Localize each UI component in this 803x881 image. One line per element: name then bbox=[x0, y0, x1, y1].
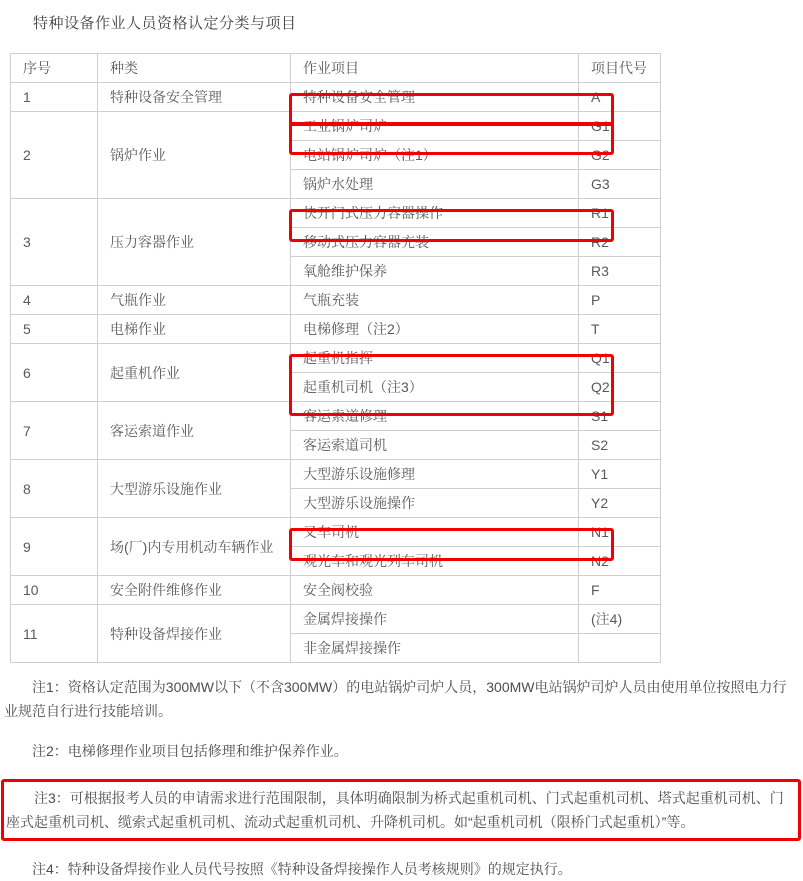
cell-code: G2 bbox=[579, 141, 661, 170]
cell-code: Q1 bbox=[579, 344, 661, 373]
cell-category: 气瓶作业 bbox=[98, 286, 291, 315]
cell-code: Y1 bbox=[579, 460, 661, 489]
cell-serial: 4 bbox=[11, 286, 98, 315]
table-row bbox=[11, 605, 661, 634]
column-header-serial: 序号 bbox=[11, 54, 98, 83]
cell-category: 大型游乐设施作业 bbox=[98, 460, 291, 518]
cell-category: 特种设备安全管理 bbox=[98, 83, 291, 112]
table-row bbox=[11, 199, 661, 228]
page-title: 特种设备作业人员资格认定分类与项目 bbox=[33, 15, 297, 32]
cell-category: 客运索道作业 bbox=[98, 402, 291, 460]
cell-code: T bbox=[579, 315, 661, 344]
table-body bbox=[11, 83, 661, 663]
table-row bbox=[11, 112, 661, 141]
cell-category: 锅炉作业 bbox=[98, 112, 291, 199]
cell-project: 安全阀校验 bbox=[291, 576, 579, 605]
column-header-category: 种类 bbox=[98, 54, 291, 83]
table-row bbox=[11, 344, 661, 373]
cell-project: 客运索道修理 bbox=[291, 402, 579, 431]
cell-code: A bbox=[579, 83, 661, 112]
cell-project: 非金属焊接操作 bbox=[291, 634, 579, 663]
column-header-project: 作业项目 bbox=[291, 54, 579, 83]
cell-project: 叉车司机 bbox=[291, 518, 579, 547]
cell-code: N2 bbox=[579, 547, 661, 576]
table-row bbox=[11, 83, 661, 112]
note-paragraph: 注4：特种设备焊接作业人员代号按照《特种设备焊接操作人员考核规则》的规定执行。 bbox=[32, 861, 572, 877]
cell-code: N1 bbox=[579, 518, 661, 547]
cell-code: G1 bbox=[579, 112, 661, 141]
cell-category: 特种设备焊接作业 bbox=[98, 605, 291, 663]
cell-code: G3 bbox=[579, 170, 661, 199]
cell-code: R2 bbox=[579, 228, 661, 257]
cell-project: 电梯修理（注2） bbox=[291, 315, 579, 344]
cell-category: 电梯作业 bbox=[98, 315, 291, 344]
table-header-row bbox=[11, 54, 661, 83]
cell-code: R3 bbox=[579, 257, 661, 286]
cell-category: 场(厂)内专用机动车辆作业 bbox=[98, 518, 291, 576]
cell-project: 快开门式压力容器操作 bbox=[291, 199, 579, 228]
cell-serial: 2 bbox=[11, 112, 98, 199]
qualification-table bbox=[10, 53, 661, 663]
note-paragraph-highlighted: 注3：可根据报考人员的申请需求进行范围限制，具体明确限制为桥式起重机司机、门式起重机司机、塔式起重机司机、门座式起重机司机、缆索式起重机司机、流动式起重机司机、升降机司机。如“起重机司机（限桥门式起重机）”等。 bbox=[1, 779, 801, 841]
cell-serial: 1 bbox=[11, 83, 98, 112]
table-row bbox=[11, 286, 661, 315]
cell-project: 工业锅炉司炉 bbox=[291, 112, 579, 141]
cell-code: F bbox=[579, 576, 661, 605]
cell-project: 客运索道司机 bbox=[291, 431, 579, 460]
cell-category: 安全附件维修作业 bbox=[98, 576, 291, 605]
table-row bbox=[11, 315, 661, 344]
notes-section bbox=[0, 675, 803, 881]
cell-code: P bbox=[579, 286, 661, 315]
cell-code: S2 bbox=[579, 431, 661, 460]
cell-code bbox=[579, 634, 661, 663]
cell-project: 起重机司机（注3） bbox=[291, 373, 579, 402]
table-row bbox=[11, 402, 661, 431]
cell-project: 金属焊接操作 bbox=[291, 605, 579, 634]
cell-category: 压力容器作业 bbox=[98, 199, 291, 286]
cell-serial: 3 bbox=[11, 199, 98, 286]
cell-serial: 11 bbox=[11, 605, 98, 663]
cell-category: 起重机作业 bbox=[98, 344, 291, 402]
cell-project: 锅炉水处理 bbox=[291, 170, 579, 199]
table-row bbox=[11, 518, 661, 547]
column-header-code: 项目代号 bbox=[579, 54, 661, 83]
cell-project: 气瓶充装 bbox=[291, 286, 579, 315]
cell-project: 特种设备安全管理 bbox=[291, 83, 579, 112]
table-row bbox=[11, 460, 661, 489]
cell-code: (注4) bbox=[579, 605, 661, 634]
cell-project: 移动式压力容器充装 bbox=[291, 228, 579, 257]
cell-project: 观光车和观光列车司机 bbox=[291, 547, 579, 576]
cell-serial: 9 bbox=[11, 518, 98, 576]
cell-serial: 8 bbox=[11, 460, 98, 518]
table-header bbox=[11, 54, 661, 83]
cell-project: 起重机指挥 bbox=[291, 344, 579, 373]
cell-code: R1 bbox=[579, 199, 661, 228]
cell-serial: 5 bbox=[11, 315, 98, 344]
note-paragraph: 注1：资格认定范围为300MW以下（不含300MW）的电站锅炉司炉人员，300MW电站锅炉司炉人员由使用单位按照电力行业规范自行进行技能培训。 bbox=[4, 679, 787, 719]
table-row bbox=[11, 576, 661, 605]
cell-project: 大型游乐设施修理 bbox=[291, 460, 579, 489]
cell-serial: 7 bbox=[11, 402, 98, 460]
cell-code: Y2 bbox=[579, 489, 661, 518]
cell-project: 电站锅炉司炉（注1） bbox=[291, 141, 579, 170]
note-paragraph: 注2：电梯修理作业项目包括修理和维护保养作业。 bbox=[32, 743, 348, 759]
cell-code: Q2 bbox=[579, 373, 661, 402]
cell-project: 大型游乐设施操作 bbox=[291, 489, 579, 518]
cell-serial: 6 bbox=[11, 344, 98, 402]
cell-code: S1 bbox=[579, 402, 661, 431]
document-page bbox=[0, 12, 803, 877]
cell-serial: 10 bbox=[11, 576, 98, 605]
cell-project: 氧舱维护保养 bbox=[291, 257, 579, 286]
